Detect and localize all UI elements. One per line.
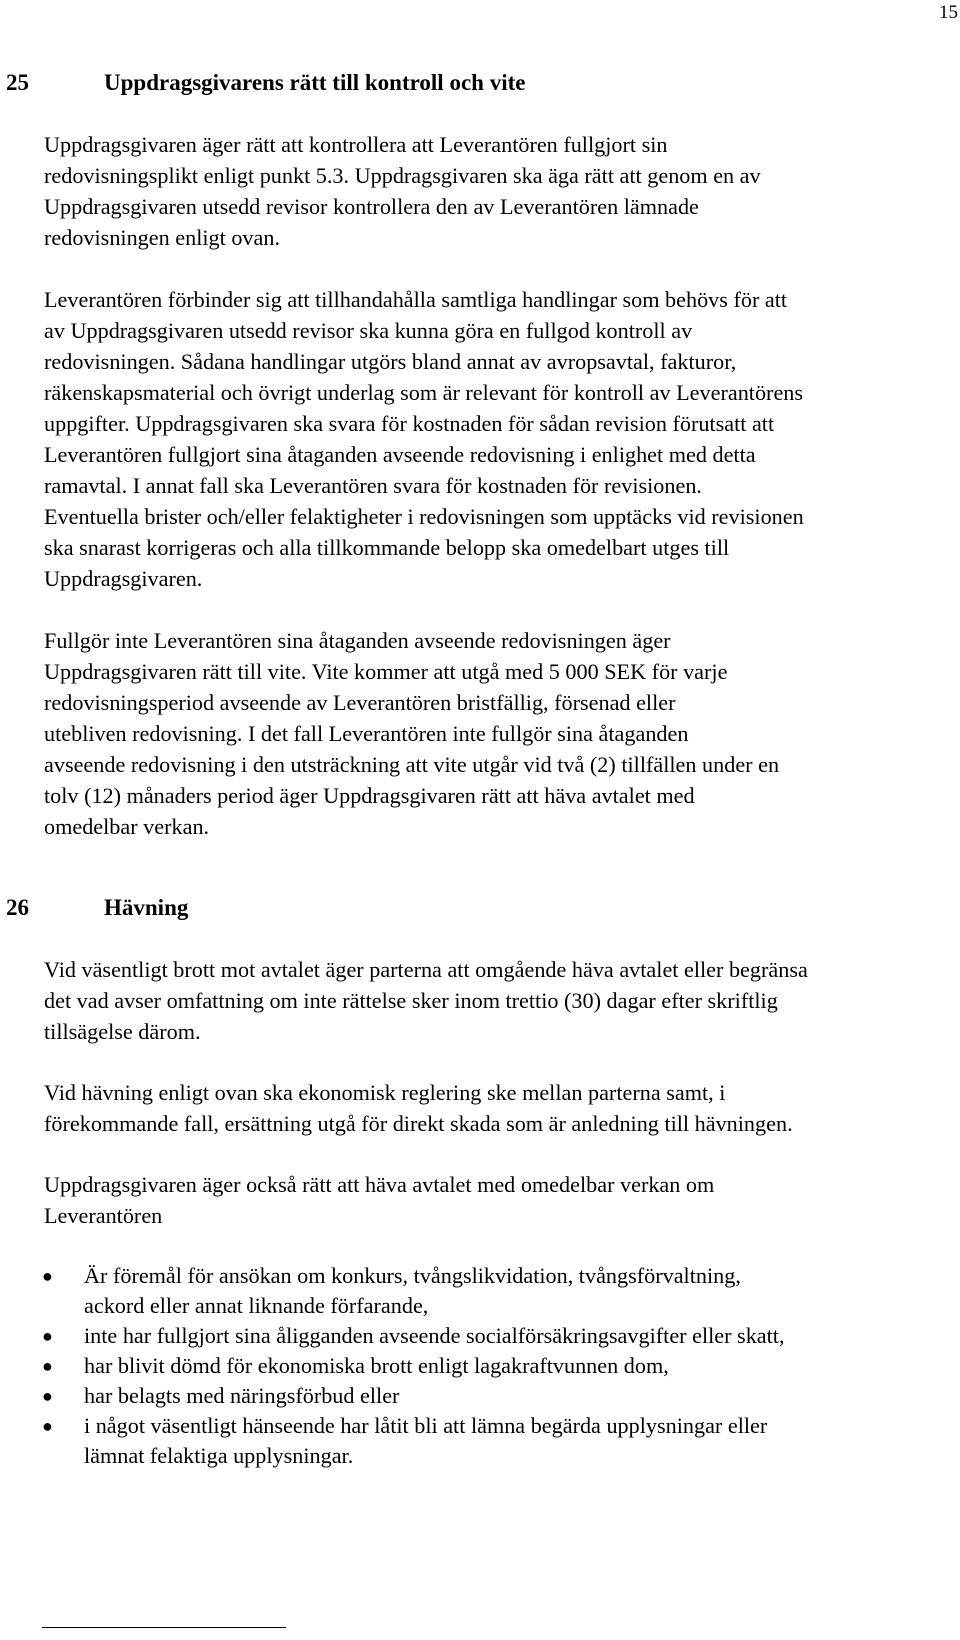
paragraph xyxy=(0,284,960,594)
list-item xyxy=(0,1321,960,1351)
list-item xyxy=(0,1351,960,1381)
text-line: Är föremål för ansökan om konkurs, tvångslikvidation, tvångsförvaltning, xyxy=(84,1263,741,1288)
text-line: Uppdragsgivaren. xyxy=(44,566,203,591)
paragraph xyxy=(0,954,960,1047)
text-line: ackord eller annat liknande förfarande, xyxy=(84,1293,429,1318)
text-line: utebliven redovisning. I det fall Leverantören inte fullgör sina åtaganden xyxy=(44,721,689,746)
text-line: av Uppdragsgivaren utsedd revisor ska kunna göra en fullgod kontroll av xyxy=(44,318,693,343)
section-heading xyxy=(0,893,960,923)
bullet-icon: ● xyxy=(42,1386,53,1406)
bullet-icon: ● xyxy=(42,1356,53,1376)
text-line: räkenskapsmaterial och övrigt underlag som är relevant för kontroll av Leverantörens xyxy=(44,380,804,405)
section-26 xyxy=(0,893,960,1471)
text-line: Vid väsentligt brott mot avtalet äger parterna att omgående häva avtalet eller begränsa xyxy=(44,957,808,982)
text-line: redovisningsplikt enligt punkt 5.3. Uppdragsgivaren ska äga rätt att genom en av xyxy=(44,163,761,188)
list-item xyxy=(0,1261,960,1321)
bullet-icon: ● xyxy=(42,1326,53,1346)
text-line: Leverantören fullgjort sina åtaganden avseende redovisning i enlighet med detta xyxy=(44,442,756,467)
paragraph xyxy=(0,1169,960,1231)
text-line: uppgifter. Uppdragsgivaren ska svara för kostnaden för sådan revision förutsatt att xyxy=(44,411,775,436)
text-line: tolv (12) månaders period äger Uppdragsgivaren rätt att häva avtalet med xyxy=(44,783,695,808)
text-line: Uppdragsgivaren äger rätt att kontrollera att Leverantören fullgjort sin xyxy=(44,132,668,157)
text-line: Leverantören xyxy=(44,1203,163,1228)
section-number: 25 xyxy=(6,70,29,95)
list-item xyxy=(0,1381,960,1411)
text-line: Leverantören förbinder sig att tillhandahålla samtliga handlingar som behövs för att xyxy=(44,287,788,312)
text-line: har blivit dömd för ekonomiska brott enligt lagakraftvunnen dom, xyxy=(84,1353,669,1378)
paragraph xyxy=(0,1077,960,1139)
paragraph xyxy=(0,129,960,253)
section-number: 26 xyxy=(6,895,29,920)
text-line: avseende redovisning i den utsträckning att vite utgår vid två (2) tillfällen under en xyxy=(44,752,780,777)
bullet-list xyxy=(0,1261,960,1471)
footnote-separator xyxy=(42,1627,286,1628)
bullet-icon: ● xyxy=(42,1416,53,1436)
text-line: tillsägelse därom. xyxy=(44,1019,201,1044)
paragraph xyxy=(0,625,960,842)
text-line: det vad avser omfattning om inte rättelse sker inom trettio (30) dagar efter skriftlig xyxy=(44,988,778,1013)
text-line: ska snarast korrigeras och alla tillkommande belopp ska omedelbart utges till xyxy=(44,535,730,560)
text-line: Uppdragsgivaren rätt till vite. Vite kommer att utgå med 5 000 SEK för varje xyxy=(44,659,728,684)
text-line: inte har fullgjort sina åligganden avseende socialförsäkringsavgifter eller skatt, xyxy=(84,1323,785,1348)
text-line: Uppdragsgivaren äger också rätt att häva avtalet med omedelbar verkan om xyxy=(44,1172,715,1197)
text-line: redovisningsperiod avseende av Leverantören bristfällig, försenad eller xyxy=(44,690,676,715)
section-title: Uppdragsgivarens rätt till kontroll och vite xyxy=(104,70,526,95)
text-line: Eventuella brister och/eller felaktigheter i redovisningen som upptäcks vid revisionen xyxy=(44,504,804,529)
section-25 xyxy=(0,68,960,842)
text-line: förekommande fall, ersättning utgå för direkt skada som är anledning till hävningen. xyxy=(44,1111,793,1136)
section-title: Hävning xyxy=(104,895,189,920)
text-line: Uppdragsgivaren utsedd revisor kontrollera den av Leverantören lämnade xyxy=(44,194,699,219)
text-line: i något väsentligt hänseende har låtit bli att lämna begärda upplysningar eller xyxy=(84,1413,768,1438)
text-line: lämnat felaktiga upplysningar. xyxy=(84,1443,354,1468)
page-number: 15 xyxy=(939,2,958,23)
list-item xyxy=(0,1411,960,1471)
text-line: Vid hävning enligt ovan ska ekonomisk reglering ske mellan parterna samt, i xyxy=(44,1080,726,1105)
text-line: ramavtal. I annat fall ska Leverantören svara för kostnaden för revisionen. xyxy=(44,473,702,498)
text-line: redovisningen. Sådana handlingar utgörs bland annat av avropsavtal, fakturor, xyxy=(44,349,737,374)
text-line: redovisningen enligt ovan. xyxy=(44,225,281,250)
bullet-icon: ● xyxy=(42,1266,53,1286)
text-line: Fullgör inte Leverantören sina åtaganden avseende redovisningen äger xyxy=(44,628,671,653)
section-heading xyxy=(0,68,960,98)
text-line: har belagts med näringsförbud eller xyxy=(84,1383,400,1408)
text-line: omedelbar verkan. xyxy=(44,814,210,839)
